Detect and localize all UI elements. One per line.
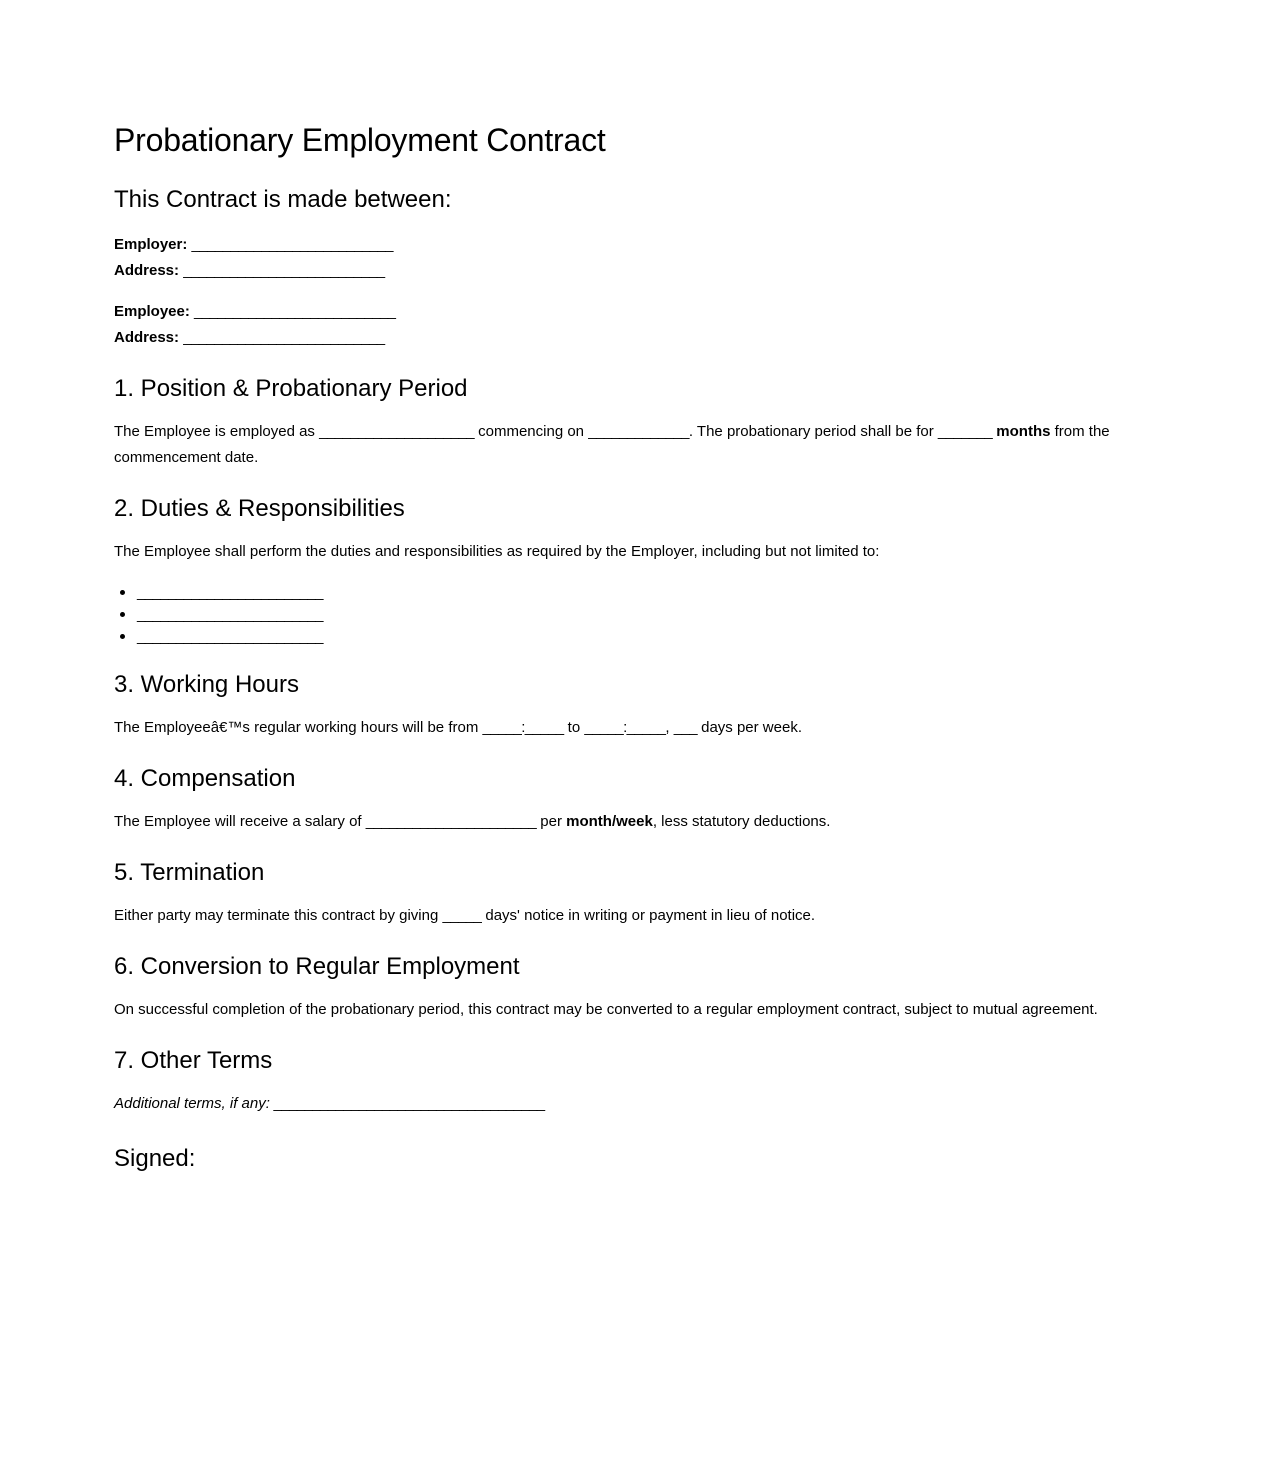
duty-blank[interactable]: • ________________________ xyxy=(137,625,1154,647)
text: days per week. xyxy=(696,719,802,736)
duty-blank[interactable]: • ________________________ xyxy=(137,581,1154,603)
text: The Employeeâ€™s regular working hours will be from xyxy=(114,719,483,736)
duty-blank[interactable]: • ________________________ xyxy=(137,603,1154,625)
additional-terms-label: Additional terms, if any: xyxy=(114,1095,270,1112)
position-blank[interactable]: ____________________ xyxy=(319,423,474,440)
months-blank[interactable]: _______ xyxy=(937,423,993,440)
section-compensation xyxy=(114,763,1154,835)
employee-address-blank[interactable]: __________________________ xyxy=(183,329,385,346)
section-heading: 7. Other Terms xyxy=(114,1047,273,1074)
end-time-blank[interactable]: _____:_____ xyxy=(584,719,666,736)
section-text xyxy=(114,1091,1154,1117)
section-conversion xyxy=(114,951,1154,1023)
notice-days-blank[interactable]: _____ xyxy=(442,907,482,924)
period-bold: month/week xyxy=(566,813,653,830)
text: . The probationary period shall be for xyxy=(688,423,938,440)
section-hours xyxy=(114,669,1154,741)
section-position xyxy=(114,373,1154,471)
employer-address-blank[interactable]: __________________________ xyxy=(183,262,385,279)
employer-line xyxy=(114,232,1154,258)
text: from the commencement date. xyxy=(114,423,1110,466)
employee-line xyxy=(114,299,1154,325)
section-heading: 5. Termination xyxy=(114,859,265,886)
days-blank[interactable]: ___ xyxy=(673,719,697,736)
employee-label: Employee: xyxy=(114,303,190,320)
section-text xyxy=(114,903,1154,929)
parties-block xyxy=(114,232,1154,351)
text: Either party may terminate this contract by giving xyxy=(114,907,443,924)
employer-blank[interactable]: __________________________ xyxy=(191,236,393,253)
section-text: On successful completion of the probationary period, this contract may be converted to a regular employment contract, subject to mutual agreement. xyxy=(114,1001,1098,1018)
section-termination xyxy=(114,857,1154,929)
section-text: The Employee shall perform the duties and responsibilities as required by the Employer, including but not limited to: xyxy=(114,543,880,560)
section-text xyxy=(114,809,1154,835)
section-heading: 4. Compensation xyxy=(114,765,296,792)
parties-heading: This Contract is made between: xyxy=(114,186,452,213)
text: commencing on xyxy=(473,423,589,440)
additional-terms-blank[interactable]: ___________________________________ xyxy=(269,1095,545,1112)
start-date-blank[interactable]: _____________ xyxy=(588,423,689,440)
section-text xyxy=(114,715,1154,741)
text: , less statutory deductions. xyxy=(652,813,831,830)
text: , xyxy=(665,719,674,736)
employee-blank[interactable]: __________________________ xyxy=(194,303,396,320)
section-heading: 3. Working Hours xyxy=(114,671,299,698)
section-heading: 1. Position & Probationary Period xyxy=(114,375,468,402)
section-text xyxy=(114,419,1154,471)
start-time-blank[interactable]: _____:_____ xyxy=(482,719,564,736)
text: per xyxy=(536,813,567,830)
salary-blank[interactable]: ______________________ xyxy=(365,813,537,830)
section-duties xyxy=(114,493,1154,647)
duties-list xyxy=(114,581,1154,647)
page-title: Probationary Employment Contract xyxy=(114,122,606,158)
text: The Employee is employed as xyxy=(114,423,320,440)
employer-address-label: Address: xyxy=(114,262,180,279)
signed-heading: Signed: xyxy=(114,1145,196,1172)
months-bold: months xyxy=(996,423,1051,440)
contract-document xyxy=(114,118,1154,1175)
section-heading: 2. Duties & Responsibilities xyxy=(114,495,405,522)
section-heading: 6. Conversion to Regular Employment xyxy=(114,953,520,980)
employer-address-line xyxy=(114,258,1154,284)
text: to xyxy=(563,719,585,736)
section-other-terms xyxy=(114,1045,1154,1117)
employee-address-label: Address: xyxy=(114,329,180,346)
employer-label: Employer: xyxy=(114,236,188,253)
employee-address-line xyxy=(114,325,1154,351)
text: The Employee will receive a salary of xyxy=(114,813,366,830)
text: days' notice in writing or payment in lieu of notice. xyxy=(481,907,816,924)
